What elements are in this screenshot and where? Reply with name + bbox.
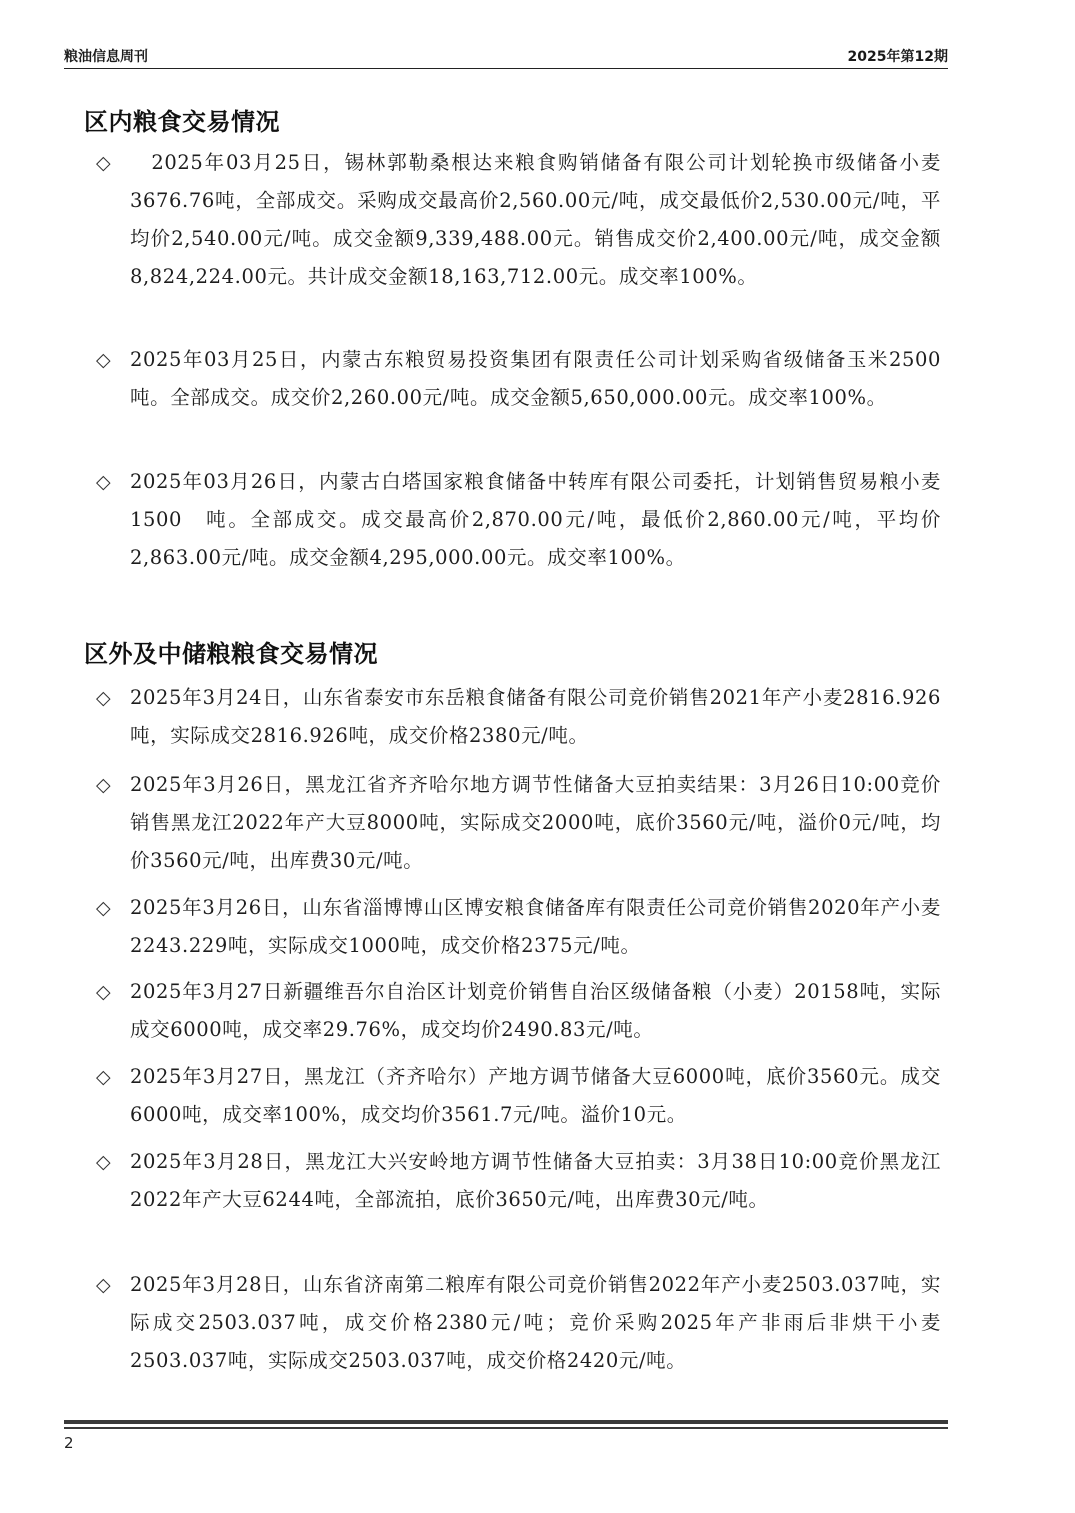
list-item — [96, 766, 941, 880]
list-item-text: 2025年3月27日新疆维吾尔自治区计划竞价销售自治区级储备粮（小麦）20158吨，实际成交6000吨，成交率29.76%，成交均价2490.83元/吨。 — [130, 980, 941, 1041]
diamond-bullet-icon: ◇ — [96, 1066, 111, 1088]
list-item — [96, 973, 941, 1049]
list-item — [96, 1058, 941, 1134]
diamond-bullet-icon: ◇ — [96, 152, 111, 174]
list-item-text: 2025年03月25日，锡林郭勒桑根达来粮食购销储备有限公司计划轮换市级储备小麦3676.76吨，全部成交。采购成交最高价2,560.00元/吨，成交最低价2,530.00元/吨，平均价2,540.00元/吨。成交金额9,339,488.00元。销售成交价2,400.00元/吨，成交金额8,824,224.00元。共计成交金额18,163,712.00元。成交率100%。 — [130, 151, 941, 288]
footer-divider-thin — [64, 1427, 948, 1429]
section-title-regional: 区内粮食交易情况 — [84, 108, 280, 136]
page-number: 2 — [64, 1434, 74, 1452]
diamond-bullet-icon: ◇ — [96, 897, 111, 919]
list-item-text: 2025年3月28日，山东省济南第二粮库有限公司竞价销售2022年产小麦2503.037吨，实际成交2503.037吨，成交价格2380元/吨；竞价采购2025年产非雨后非烘干小麦2503.037吨，实际成交2503.037吨，成交价格2420元/吨。 — [130, 1273, 941, 1372]
list-item — [96, 679, 941, 755]
diamond-bullet-icon: ◇ — [96, 687, 111, 709]
list-item-text: 2025年3月27日，黑龙江（齐齐哈尔）产地方调节储备大豆6000吨，底价3560元。成交6000吨，成交率100%，成交均价3561.7元/吨。溢价10元。 — [130, 1065, 941, 1126]
diamond-bullet-icon: ◇ — [96, 349, 111, 371]
list-item-text: 2025年03月26日，内蒙古白塔国家粮食储备中转库有限公司委托，计划销售贸易粮小麦1500 吨。全部成交。成交最高价2,870.00元/吨，最低价2,860.00元/吨，平均价2,863.00元/吨。成交金额4,295,000.00元。成交率100%。 — [130, 470, 941, 569]
list-item-text: 2025年03月25日，内蒙古东粮贸易投资集团有限责任公司计划采购省级储备玉米2500 吨。全部成交。成交价2,260.00元/吨。成交金额5,650,000.00元。成交率100%。 — [130, 348, 962, 409]
list-item-text: 2025年3月28日，黑龙江大兴安岭地方调节性储备大豆拍卖：3月38日10:00竞价黑龙江2022年产大豆6244吨，全部流拍，底价3650元/吨，出库费30元/吨。 — [130, 1150, 941, 1211]
diamond-bullet-icon: ◇ — [96, 981, 111, 1003]
list-item — [96, 1266, 941, 1380]
list-item-text: 2025年3月26日，黑龙江省齐齐哈尔地方调节性储备大豆拍卖结果：3月26日10:00竞价销售黑龙江2022年产大豆8000吨，实际成交2000吨，底价3560元/吨，溢价0元/吨，均价3560元/吨，出库费30元/吨。 — [130, 773, 941, 872]
publication-title: 粮油信息周刊 — [64, 49, 148, 65]
list-item — [96, 463, 941, 577]
list-item-text: 2025年3月24日，山东省泰安市东岳粮食储备有限公司竞价销售2021年产小麦2816.926吨，实际成交2816.926吨，成交价格2380元/吨。 — [130, 686, 941, 747]
list-item — [96, 1143, 941, 1219]
list-item-text: 2025年3月26日，山东省淄博博山区博安粮食储备库有限责任公司竞价销售2020年产小麦2243.229吨，实际成交1000吨，成交价格2375元/吨。 — [130, 896, 941, 957]
list-item — [96, 144, 941, 296]
diamond-bullet-icon: ◇ — [96, 1151, 111, 1173]
section-title-external: 区外及中储粮粮食交易情况 — [84, 640, 378, 668]
diamond-bullet-icon: ◇ — [96, 471, 111, 493]
list-item — [96, 341, 962, 417]
diamond-bullet-icon: ◇ — [96, 1274, 111, 1296]
issue-number: 2025年第12期 — [847, 49, 948, 65]
list-item — [96, 889, 941, 965]
diamond-bullet-icon: ◇ — [96, 774, 111, 796]
page-header — [64, 42, 948, 69]
footer-divider-thick — [64, 1420, 948, 1424]
